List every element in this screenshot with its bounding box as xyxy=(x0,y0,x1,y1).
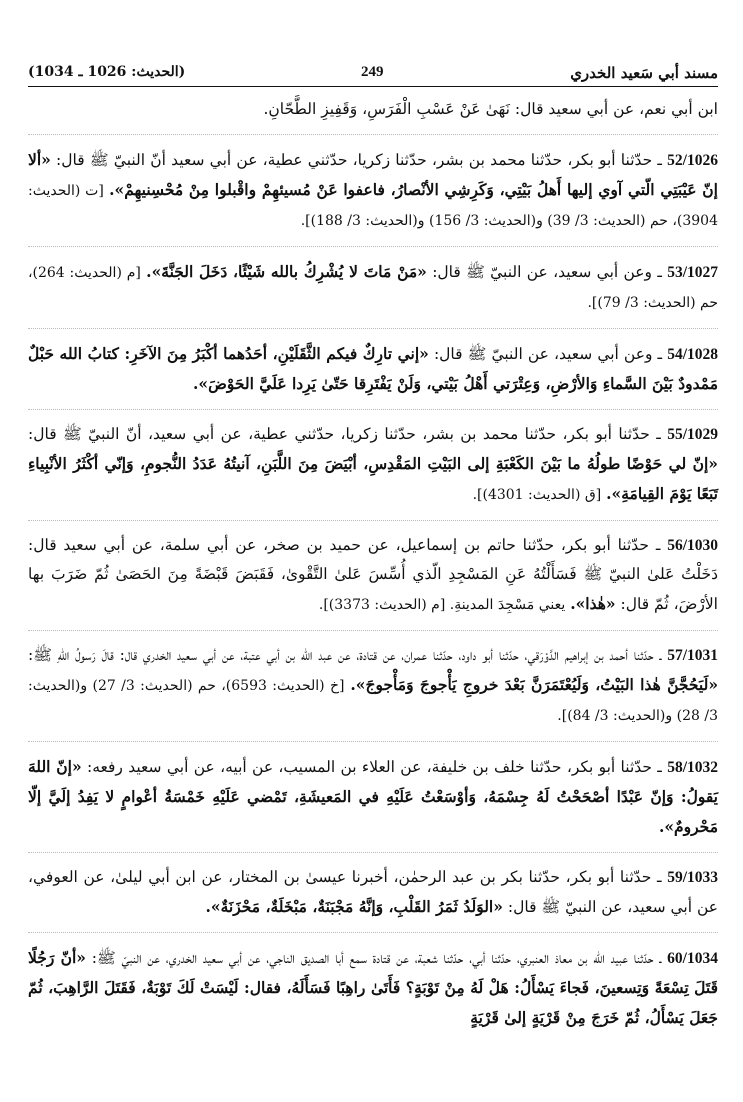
hadith-narration: ـ حدّثنا أبو بكر، حدّثنا بكر بن عبد الرحمٰن، أخبرنا عيسىٰ بن المختار، عن ابن أبي ليلىٰ، عن العوفي، عن أبي سعيد، عن النبيّ ﷺ قال: xyxy=(28,868,718,916)
page-header xyxy=(28,60,718,87)
hadith-reference: [م (الحديث: 264)، حم (الحديث: 3/ 79)]. xyxy=(28,265,718,311)
hadith-reference: يعني مَسْجِدَ المدينةِ. [م (الحديث: 3373)]. xyxy=(318,597,566,613)
hadith-quote: «الوَلَدُ ثَمَرُ القَلْبِ، وَإنَّهُ مَجْبَنَةٌ، مَبْخَلَةٌ، مَحْزَنَةٌ». xyxy=(205,897,503,916)
hadith-reference: [ق (الحديث: 4301)]. xyxy=(472,487,602,503)
hadith-reference: [خ (الحديث: 6593)، حم (الحديث: 3/ 27) و(الحديث: 3/ 28) و(الحديث: 3/ 84)]. xyxy=(28,678,718,724)
hadith-entry xyxy=(28,852,718,922)
hadith-narration: ـ وعن أبي سعيد، عن النبيّ ﷺ قال: xyxy=(433,345,663,363)
hadith-quote: «لَيَحُجَّنَّ هٰذا البَيْتُ، وَلَيُعْتَمَرَنَّ بَعْدَ خروجِ يَأْجوجَ وَمَأْجوجَ». xyxy=(350,675,719,694)
hadith-entry xyxy=(28,134,718,236)
hadith-number: 53/1027 xyxy=(667,264,718,281)
continuation-text: ابن أبي نعم، عن أبي سعيد قال: نَهَىٰ عَنْ عَسْبِ الْفَرَسِ، وَقَفِيزِ الطَّحّانِ. xyxy=(263,100,718,118)
hadith-narration: ـ حدّثنا أبو بكر، حدّثنا محمد بن بشر، حدّثنا زكريا، حدّثني عطية، عن أبي سعيد أنّ النبيّ ﷺ قال: xyxy=(56,151,662,169)
hadith-number: 55/1029 xyxy=(667,426,718,443)
hadith-number: 56/1030 xyxy=(667,537,718,554)
hadith-quote: «إني تارِكٌ فيكم الثَّقَلَيْنِ، أحَدُهما أكْبَرُ مِنَ الآخَرِ: كتابُ الله حَبْلٌ مَمْدودٌ بَيْنَ السَّماءِ وَالأرْضِ، وَعِتْرَتي أَهْلُ بَيْتي، وَلَنْ يَفْتَرِقا حَتّىٰ يَرِدا عَلَيَّ الحَوْضَ». xyxy=(28,344,718,393)
hadith-narration: ـ حدّثنا أبو بكر، حدّثنا محمد بن بشر، حدّثنا زكريا، حدّثني عطية، عن أبي سعيد، أنّ النبيّ ﷺ قال: xyxy=(28,425,661,443)
hadith-number: 58/1032 xyxy=(667,759,719,776)
page-number: 249 xyxy=(361,64,384,80)
hadith-entry xyxy=(28,630,718,731)
hadith-narration: ـ حدّثنا أبو بكر، حدّثنا حاتم بن إسماعيل، عن حميد بن صخر، عن أبي سلمة، عن أبي سعيد قال: دَخَلْتُ عَلىٰ النبيّ ﷺ فَسَأَلْتُهُ عَنِ المَسْجِدِ الّذي أُسِّسَ عَلىٰ التَّقْوىٰ، فَقَبَضَ قَبْضَةً مِنَ الحَصَىٰ ثُمّ ضَرَبَ بها الأرْضَ، ثُمّ قال: xyxy=(28,536,718,613)
hadith-entry xyxy=(28,409,718,510)
hadith-entry xyxy=(28,246,718,318)
hadith-list xyxy=(28,134,718,1033)
hadith-narration: ـ حدّثنا عبيد الله بن معاذ العنبري، حدّثنا أبي، حدّثنا شعبة، عن قتادة سمع أبا الصديق الناجي، عن أبي سعيد الخدري، عن النبيّ ﷺ: xyxy=(91,949,662,967)
hadith-quote: «هٰذا». xyxy=(570,594,616,613)
hadith-number: 54/1028 xyxy=(667,346,718,363)
hadith-range: (الحديث: 1026 ـ 1034) xyxy=(28,64,186,80)
hadith-entry xyxy=(28,932,718,1033)
hadith-quote: «إنّ اللهَ يَقولُ: وَإنّ عَبْدًا أصْحَحْتُ لَهُ جِسْمَهُ، وَأوْسَعْتُ عَلَيْهِ في المَعيشَةِ، تَمْضي عَلَيْهِ خَمْسَةُ أعْوامٍ لا يَفِدُ إلَيَّ إلّا مَحْرومٌ». xyxy=(28,757,718,836)
hadith-quote: «مَنْ مَاتَ لا يُشْرِكُ بالله شَيْئًا، دَخَلَ الجَنَّةَ». xyxy=(146,262,427,281)
hadith-narration: ـ حدّثنا أبو بكر، حدّثنا خلف بن خليفة، عن العلاء بن المسيب، عن أبيه، عن أبي سعيد رفعه: xyxy=(87,758,662,776)
hadith-number: 60/1034 xyxy=(667,950,718,967)
hadith-narration: ـ حدّثنا أحمد بن إبراهيم الدَّوْرَقي، حدّثنا أبو داود، حدّثنا عمران، عن قتادة، عن عبد الله بن أبي عتبة، عن أبي سعيد الخدري قال: قالَ رَسولُ اللهِ ﷺ: xyxy=(28,646,662,664)
hadith-quote: «ألا إنّ عَيْبَتِي الّتي آوي إليها أَهلُ بَيْتِي، وَكَرِشِي الأنْصارُ، فاعفوا عَنْ مُسيئهِمْ واقْبلوا مِنْ مُحْسِنيهِمْ». xyxy=(28,150,718,199)
hadith-entry xyxy=(28,741,718,842)
hadith-number: 59/1033 xyxy=(667,869,718,886)
hadith-reference: [ت (الحديث: 3904)، حم (الحديث: 3/ 39) و(الحديث: 3/ 156) و(الحديث: 3/ 188)]. xyxy=(28,183,718,229)
hadith-entry xyxy=(28,520,718,620)
hadith-quote: «إنّ لي حَوْضًا طولُهُ ما بَيْنَ الكَعْبَةِ إلى البَيْتِ المَقْدِسِ، أبْيَضَ مِنَ اللَّبَنِ، آنيتُهُ عَدَدُ النُّجومِ، وَإنّي أكْثَرُ الأنْبِياءِ تَبَعًا يَوْمَ القِيامَةِ». xyxy=(28,454,718,503)
book-title: مسند أبي سَعيد الخدري xyxy=(570,64,718,82)
book-page xyxy=(28,60,718,1033)
hadith-entry xyxy=(28,328,718,399)
hadith-quote: «أنّ رَجُلًا قَتَلَ تِسْعَةً وَتِسعينَ، فَجاءَ يَسْأَلُ: هَلْ لَهُ مِنْ تَوْبَةٍ؟ فَأَتَىٰ راهِبًا فَسَأَلَهُ، فقال: لَيْسَتْ لَكَ تَوْبَةٌ، فَقَتَلَ الرَّاهِبَ، ثُمّ جَعَلَ يَسْأَلُ، ثُمّ خَرَجَ مِنْ قَرْيَةٍ إلىٰ قَرْيَةٍ xyxy=(28,948,718,1027)
hadith-number: 52/1026 xyxy=(667,152,718,169)
hadith-number: 57/1031 xyxy=(667,647,719,664)
hadith-narration: ـ وعن أبي سعيد، عن النبيّ ﷺ قال: xyxy=(432,263,662,281)
